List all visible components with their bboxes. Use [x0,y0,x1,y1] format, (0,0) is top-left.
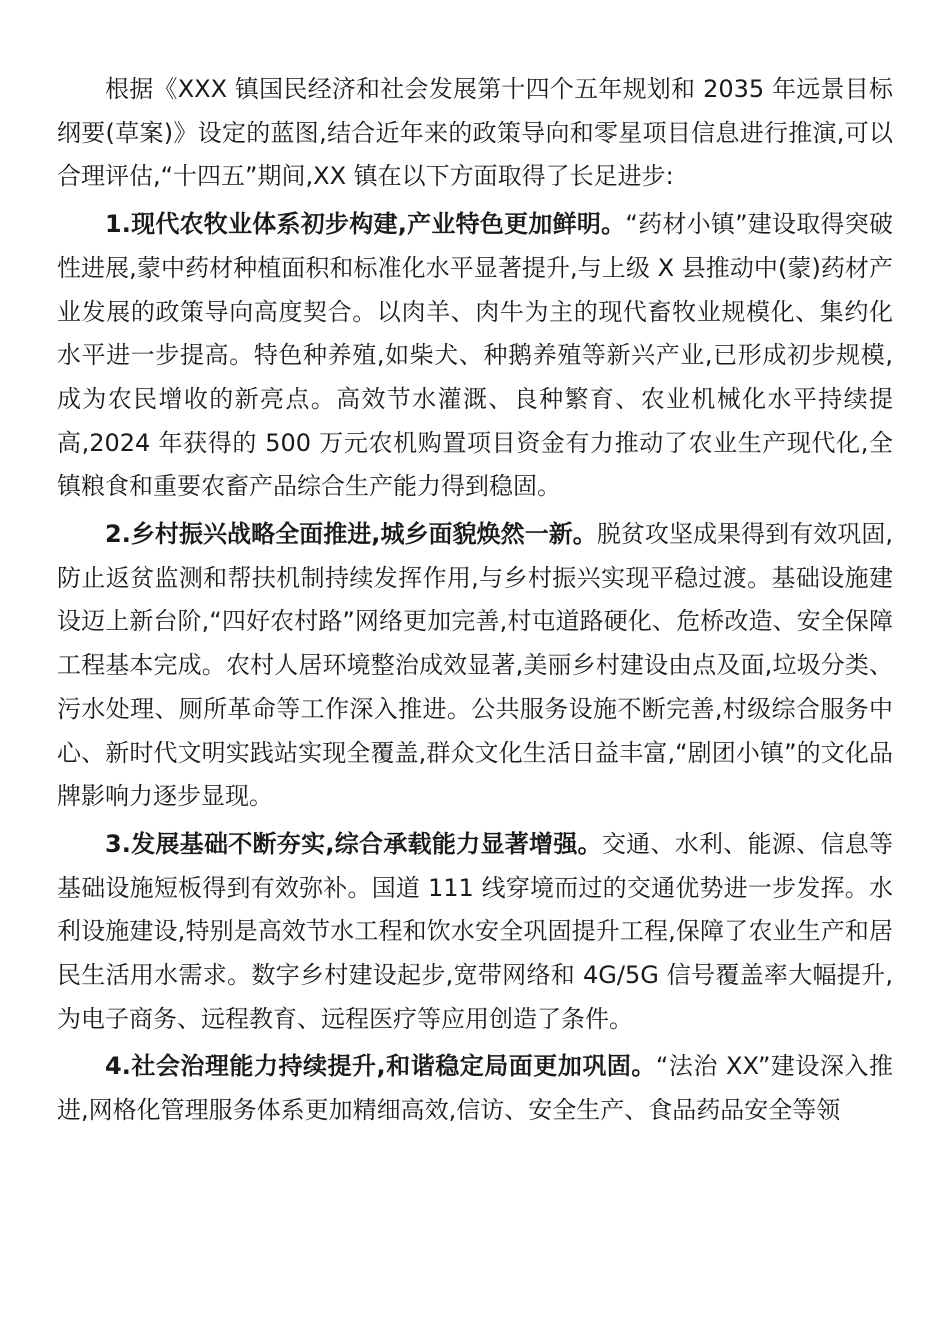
intro-text: 根据《XXX 镇国民经济和社会发展第十四个五年规划和 2035 年远景目标纲要(草案)》设定的蓝图,结合近年来的政策导向和零星项目信息进行推演,可以合理评估,“十四五”期间,XX 镇在以下方面取得了长足进步: [57,75,893,191]
section-paragraph [57,1045,893,1132]
section-heading: 3.发展基础不断夯实,综合承载能力显著增强。 [105,829,602,858]
section-body: “药材小镇”建设取得突破性进展,蒙中药材种植面积和标准化水平显著提升,与上级 X 县推动中(蒙)药材产业发展的政策导向高度契合。以肉羊、肉牛为主的现代畜牧业规模化、集约化水平进一步提高。特色种养殖,如柴犬、种鹅养殖等新兴产业,已形成初步规模,成为农民增收的新亮点。高效节水灌溉、良种繁育、农业机械化水平持续提高,2024 年获得的 500 万元农机购置项目资金有力推动了农业生产现代化,全镇粮食和重要农畜产品综合生产能力得到稳固。 [57,210,893,501]
section-heading: 4.社会治理能力持续提升,和谐稳定局面更加巩固。 [105,1052,656,1081]
section-body: 交通、水利、能源、信息等基础设施短板得到有效弥补。国道 111 线穿境而过的交通优势进一步发挥。水利设施建设,特别是高效节水工程和饮水安全巩固提升工程,保障了农业生产和居民生活用水需求。数字乡村建设起步,宽带网络和 4G/5G 信号覆盖率大幅提升,为电子商务、远程教育、远程医疗等应用创造了条件。 [57,829,894,1033]
intro-paragraph [57,68,893,199]
section-paragraph [57,203,893,509]
document-body [57,68,893,1137]
section-body: 脱贫攻坚成果得到有效巩固,防止返贫监测和帮扶机制持续发挥作用,与乡村振兴实现平稳过渡。基础设施建设迈上新台阶,“四好农村路”网络更加完善,村屯道路硬化、危桥改造、安全保障工程基本完成。农村人居环境整治成效显著,美丽乡村建设由点及面,垃圾分类、污水处理、厕所革命等工作深入推进。公共服务设施不断完善,村级综合服务中心、新时代文明实践站实现全覆盖,群众文化生活日益丰富,“剧团小镇”的文化品牌影响力逐步显现。 [57,520,893,811]
section-paragraph [57,513,893,819]
section-body: “法治 XX”建设深入推进,网格化管理服务体系更加精细高效,信访、安全生产、食品药品安全等领 [57,1052,893,1125]
section-heading: 2.乡村振兴战略全面推进,城乡面貌焕然一新。 [105,520,597,549]
section-paragraph [57,823,893,1042]
section-heading: 1.现代农牧业体系初步构建,产业特色更加鲜明。 [105,210,626,239]
